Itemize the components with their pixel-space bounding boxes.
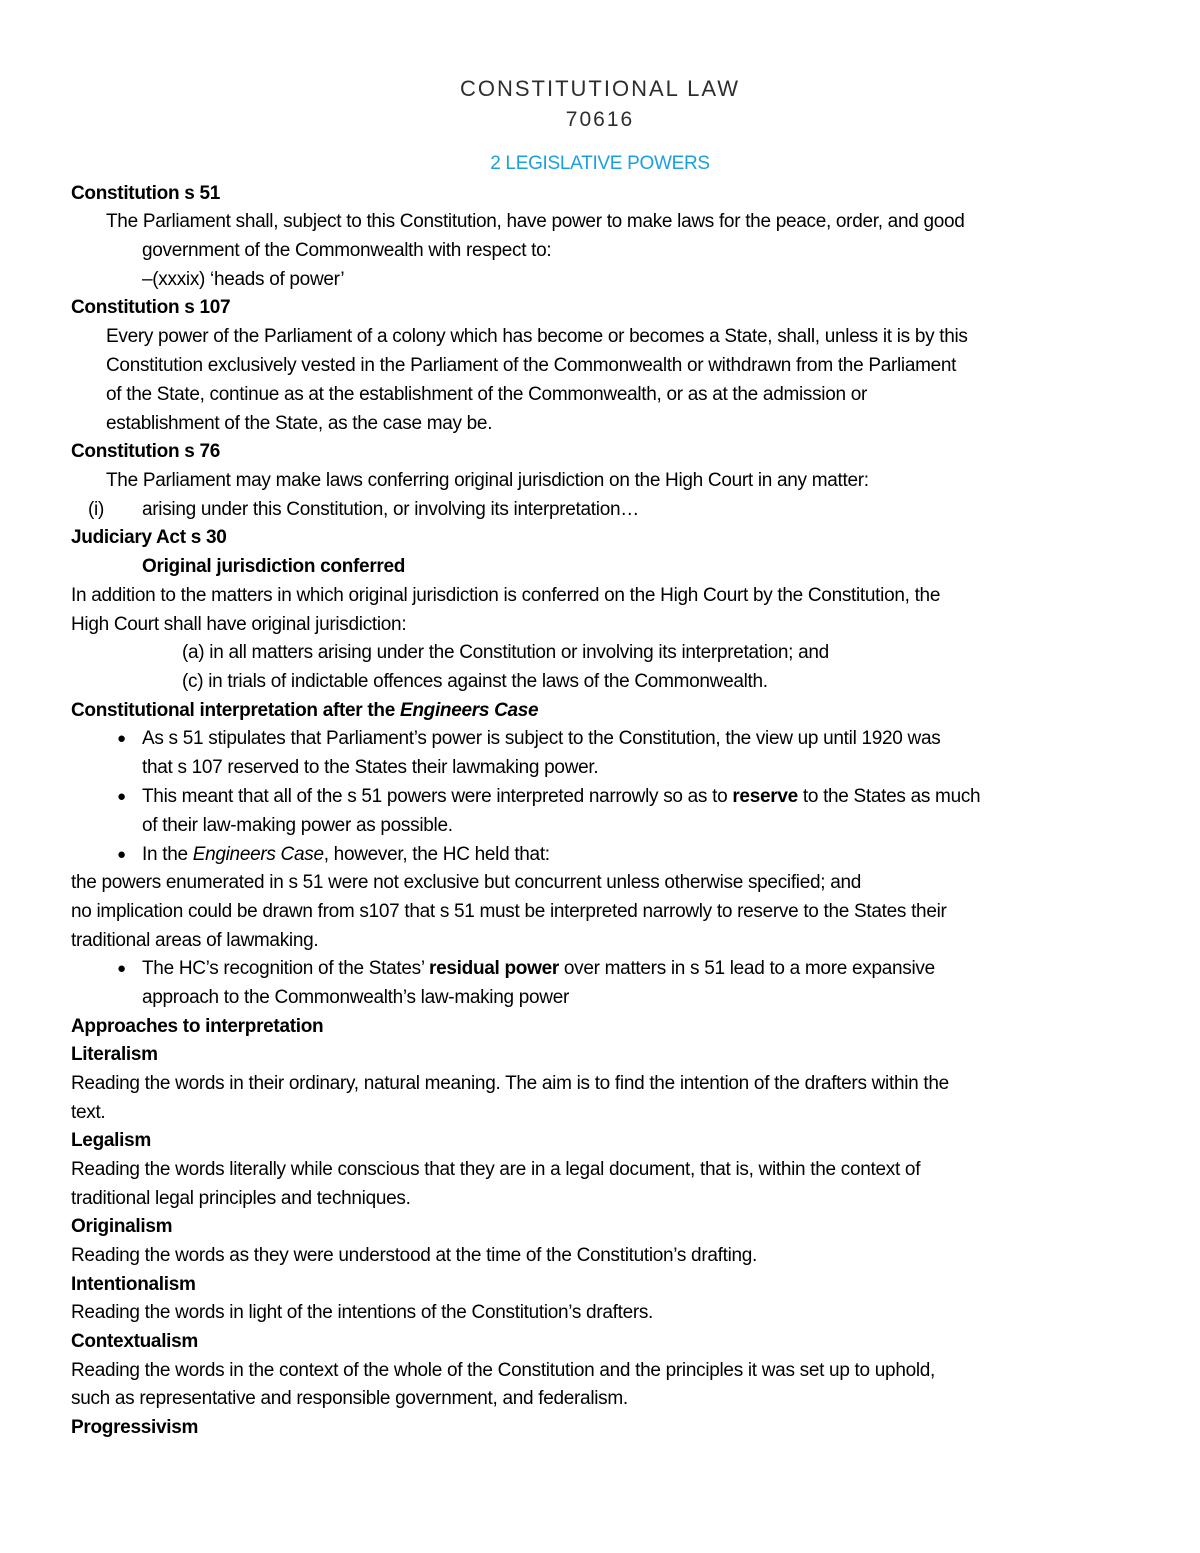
literalism-text: Reading the words in their ordinary, natural meaning. The aim is to find the intention of the drafters within the xyxy=(71,1073,949,1094)
intentionalism-text: Reading the words in light of the intentions of the Constitution’s drafters. xyxy=(71,1302,654,1323)
contextualism-text: such as representative and responsible government, and federalism. xyxy=(71,1388,628,1409)
legalism-text: traditional legal principles and techniques. xyxy=(71,1188,411,1209)
engineers-text-line: the powers enumerated in s 51 were not exclusive but concurrent unless otherwise specified; and xyxy=(71,872,862,893)
engineers-bullet-line: In the Engineers Case, however, the HC held that: xyxy=(142,844,550,865)
s107-text-line: Every power of the Parliament of a colony which has become or becomes a State, shall, unless it is by this xyxy=(106,326,968,347)
section-subtitle: 2 LEGISLATIVE POWERS xyxy=(490,153,710,174)
engineers-case-title: Engineers Case xyxy=(399,700,539,721)
progressivism-heading: Progressivism xyxy=(71,1417,199,1438)
s51-text-line: –(xxxix) ‘heads of power’ xyxy=(142,269,345,290)
document-title: CONSTITUTIONAL LAW xyxy=(459,76,741,101)
judiciary-subheading: Original jurisdiction conferred xyxy=(142,556,406,577)
contextualism-text: Reading the words in the context of the whole of the Constitution and the principles it was set up to uphold, xyxy=(71,1360,936,1381)
s76-item-marker: (i) xyxy=(88,499,104,520)
literalism-heading: Literalism xyxy=(71,1044,158,1065)
s107-text-line: establishment of the State, as the case may be. xyxy=(106,413,493,434)
judiciary-text-line: In addition to the matters in which original jurisdiction is conferred on the High Court by the Constitution, the xyxy=(71,585,941,606)
judiciary-heading: Judiciary Act s 30 xyxy=(71,527,227,548)
s107-text-line: Constitution exclusively vested in the Parliament of the Commonwealth or withdrawn from the Parliament xyxy=(106,355,957,376)
s51-heading: Constitution s 51 xyxy=(71,183,221,204)
bullet-icon: ● xyxy=(117,846,127,863)
engineers-bullet-line: The HC’s recognition of the States’ residual power over matters in s 51 lead to a more expansive xyxy=(142,958,935,979)
engineers-text-line: traditional areas of lawmaking. xyxy=(71,930,319,951)
bullet-icon: ● xyxy=(117,730,127,747)
judiciary-text-line: High Court shall have original jurisdiction: xyxy=(71,614,407,635)
literalism-text: text. xyxy=(71,1102,106,1123)
originalism-heading: Originalism xyxy=(71,1216,173,1237)
s76-item-text: arising under this Constitution, or involving its interpretation… xyxy=(142,499,639,520)
s51-text-line: government of the Commonwealth with respect to: xyxy=(142,240,552,261)
approaches-heading: Approaches to interpretation xyxy=(71,1016,324,1037)
s76-heading: Constitution s 76 xyxy=(71,441,221,462)
subject-code: 70616 xyxy=(565,108,635,131)
legalism-heading: Legalism xyxy=(71,1130,151,1151)
s107-text-line: of the State, continue as at the establishment of the Commonwealth, or as at the admission or xyxy=(106,384,868,405)
engineers-text-line: no implication could be drawn from s107 that s 51 must be interpreted narrowly to reserve to the States their xyxy=(71,901,947,922)
s107-heading: Constitution s 107 xyxy=(71,297,231,318)
engineers-bullet-line: As s 51 stipulates that Parliament’s power is subject to the Constitution, the view up until 1920 was xyxy=(142,728,941,749)
engineers-bullet-line: that s 107 reserved to the States their lawmaking power. xyxy=(142,757,599,778)
judiciary-item-a: (a) in all matters arising under the Constitution or involving its interpretation; and xyxy=(182,642,829,663)
s51-text-line: The Parliament shall, subject to this Constitution, have power to make laws for the peace, order, and good xyxy=(106,211,965,232)
bullet-icon: ● xyxy=(117,960,127,977)
engineers-bullet-line: approach to the Commonwealth’s law-making power xyxy=(142,987,569,1008)
judiciary-item-c: (c) in trials of indictable offences against the laws of the Commonwealth. xyxy=(182,671,768,692)
legalism-text: Reading the words literally while conscious that they are in a legal document, that is, within the context of xyxy=(71,1159,921,1180)
engineers-bullet-line: of their law-making power as possible. xyxy=(142,815,453,836)
bullet-icon: ● xyxy=(117,788,127,805)
engineers-bullet-line: This meant that all of the s 51 powers were interpreted narrowly so as to reserve to the States as much xyxy=(142,786,981,807)
contextualism-heading: Contextualism xyxy=(71,1331,199,1352)
intentionalism-heading: Intentionalism xyxy=(71,1274,196,1295)
engineers-heading: Constitutional interpretation after the Engineers Case xyxy=(71,700,539,721)
s76-text-line: The Parliament may make laws conferring original jurisdiction on the High Court in any matter: xyxy=(106,470,869,491)
originalism-text: Reading the words as they were understood at the time of the Constitution’s drafting. xyxy=(71,1245,758,1266)
